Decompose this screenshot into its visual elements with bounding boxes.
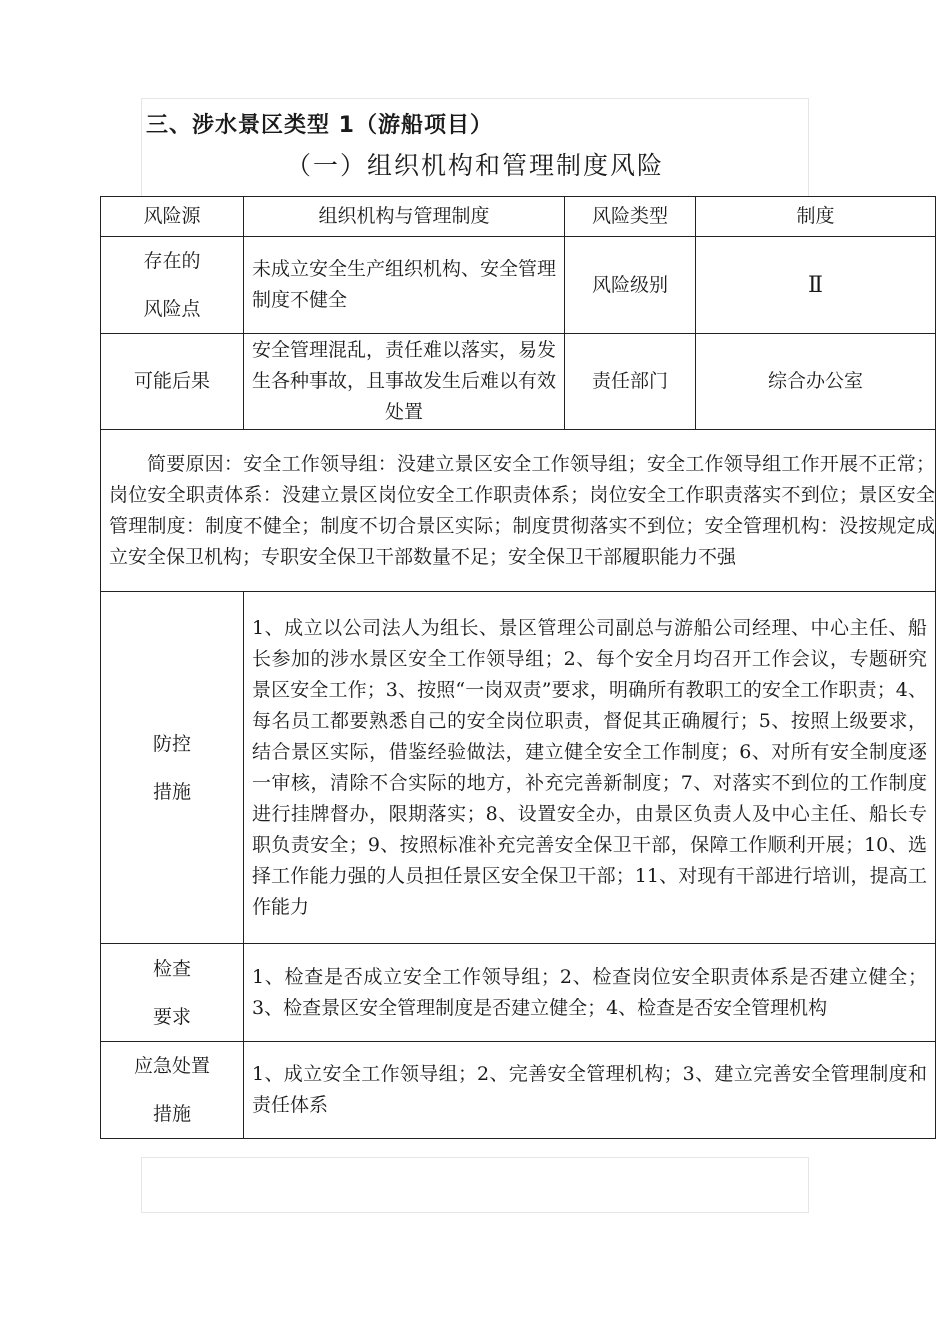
measures-label-line1: 防控 — [152, 732, 191, 755]
emergency-label-line1: 应急处置 — [133, 1055, 210, 1077]
risk-level-label: 风险级别 — [565, 237, 696, 334]
inspection-label-line1: 检查 — [152, 957, 191, 980]
emergency-label — [101, 1042, 244, 1139]
risk-point-label — [101, 237, 244, 334]
page-frame-bottom — [141, 1157, 809, 1213]
risk-level-value: Ⅱ — [696, 237, 936, 334]
section-heading: 三、涉水景区类型 1（游船项目） — [146, 113, 493, 138]
risk-point-content: 未成立安全生产组织机构、安全管理制度不健全 — [244, 237, 565, 334]
table-row-consequence — [101, 334, 936, 430]
header-risk-type: 风险类型 — [565, 197, 696, 237]
table-row-reasons — [101, 430, 936, 592]
risk-table — [100, 196, 936, 1139]
risk-point-label-line1: 存在的 — [143, 250, 201, 272]
emergency-content: 1、成立安全工作领导组；2、完善安全管理机构；3、建立完善安全管理制度和责任体系 — [244, 1042, 936, 1139]
inspection-content: 1、检查是否成立安全工作领导组；2、检查岗位安全职责体系是否建立健全；3、检查景区安全管理制度是否建立健全；4、检查是否安全管理机构 — [244, 944, 936, 1042]
measures-label-line2: 措施 — [152, 780, 191, 803]
consequence-content: 安全管理混乱，责任难以落实，易发生各种事故，且事故发生后难以有效处置 — [244, 334, 565, 430]
table-row-risk-point — [101, 237, 936, 334]
brief-reasons: 简要原因：安全工作领导组：没建立景区安全工作领导组；安全工作领导组工作开展不正常；岗位安全职责体系：没建立景区岗位安全工作职责体系；岗位安全工作职责落实不到位；景区安全管理制度：制度不健全；制度不切合景区实际；制度贯彻落实不到位；安全管理机构：没按规定成立安全保卫机构；专职安全保卫干部数量不足；安全保卫干部履职能力不强 — [101, 430, 936, 592]
table-header-row — [101, 197, 936, 237]
responsible-dept-label: 责任部门 — [565, 334, 696, 430]
inspection-label — [101, 944, 244, 1042]
header-system: 制度 — [696, 197, 936, 237]
risk-point-label-line2: 风险点 — [143, 298, 201, 320]
header-org-management: 组织机构与管理制度 — [244, 197, 565, 237]
emergency-label-line2: 措施 — [152, 1103, 191, 1125]
measures-content: 1、成立以公司法人为组长、景区管理公司副总与游船公司经理、中心主任、船长参加的涉水景区安全工作领导组；2、每个安全月均召开工作会议，专题研究景区安全工作；3、按照“一岗双责”要求，明确所有教职工的安全工作职责；4、每名员工都要熟悉自己的安全岗位职责，督促其正确履行；5、按照上级要求，结合景区实际，借鉴经验做法，建立健全安全工作制度；6、对所有安全制度逐一审核，清除不合实际的地方，补充完善新制度；7、对落实不到位的工作制度进行挂牌督办，限期落实；8、设置安全办，由景区负责人及中心主任、船长专职负责安全；9、按照标准补充完善安全保卫干部，保障工作顺利开展；10、选择工作能力强的人员担任景区安全保卫干部；11、对现有干部进行培训，提高工作能力 — [244, 592, 936, 944]
table-row-inspection — [101, 944, 936, 1042]
inspection-label-line2: 要求 — [152, 1005, 191, 1028]
header-risk-source: 风险源 — [101, 197, 244, 237]
measures-label — [101, 592, 244, 944]
responsible-dept-value: 综合办公室 — [696, 334, 936, 430]
consequence-label: 可能后果 — [101, 334, 244, 430]
section-subheading: （一）组织机构和管理制度风险 — [286, 151, 665, 180]
table-row-emergency — [101, 1042, 936, 1139]
table-row-measures — [101, 592, 936, 944]
